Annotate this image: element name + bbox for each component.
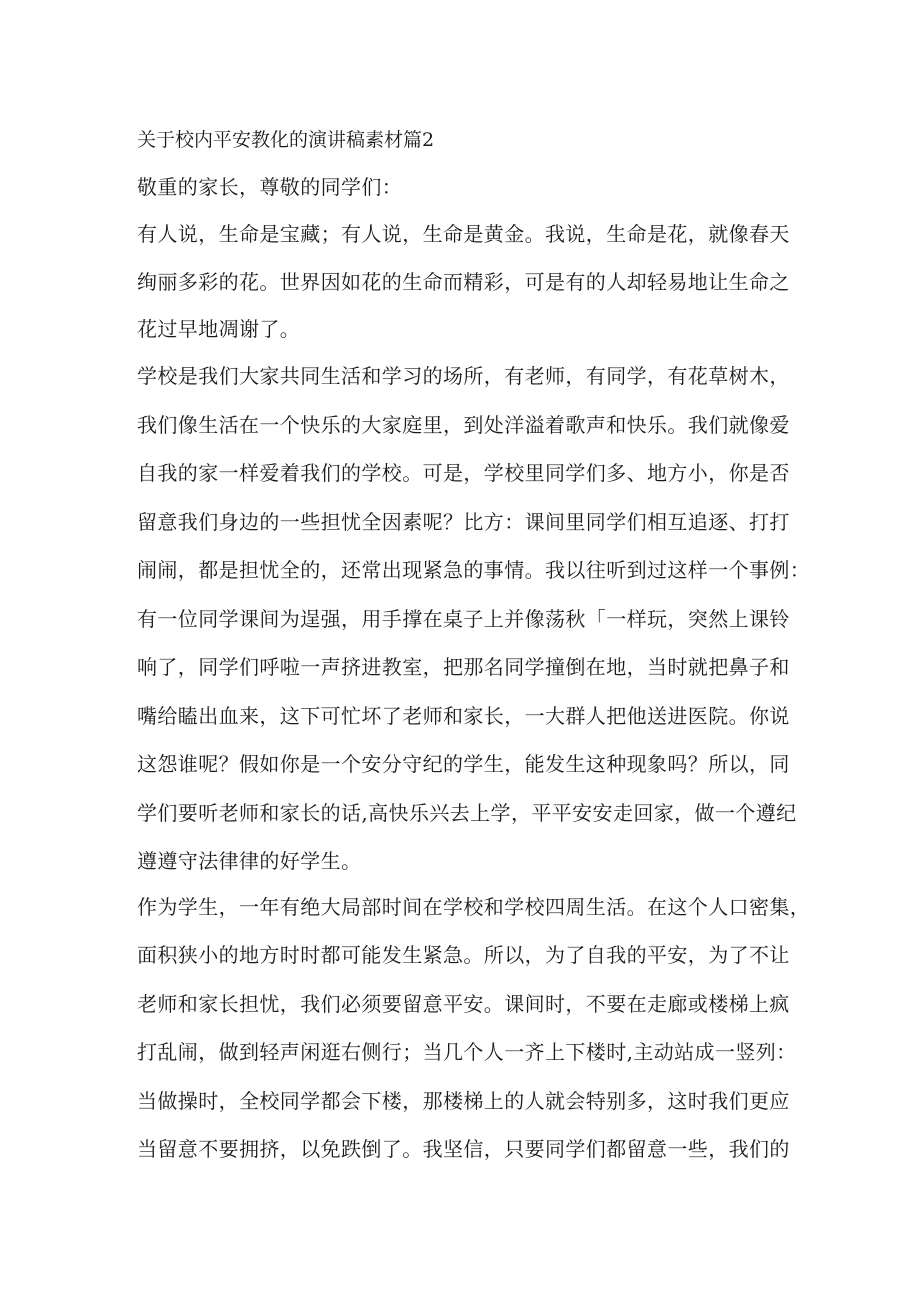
paragraph-line: 响了，同学们呼啦一声挤进教室，把那名同学撞倒在地，当时就把鼻子和: [137, 655, 790, 679]
paragraph-line: 自我的家一样爱着我们的学校。可是，学校里同学们多、地方小，你是否: [137, 461, 790, 485]
paragraph-line: 嘴给瞌出血来，这下可忙坏了老师和家长，一大群人把他送进医院。你说: [137, 704, 790, 728]
paragraph-line: 学校是我们大家共同生活和学习的场所，有老师，有同学，有花草树木，: [137, 364, 790, 388]
paragraph-line: 作为学生，一年有绝大局部时间在学校和学校四周生活。在这个人口密集，: [137, 895, 811, 919]
paragraph-line: 花过早地凋谢了。: [137, 317, 301, 341]
paragraph-line: 闹闹，都是担忧全的，还常出现紧急的事情。我以往听到过这样一个事例：: [137, 558, 811, 582]
document-title: 关于校内平安教化的演讲稿素材篇2: [137, 129, 435, 151]
paragraph-line: 有人说，生命是宝藏；有人说，生命是黄金。我说，生命是花，就像春天: [137, 222, 790, 246]
paragraph-line: 学们要听老师和家长的话,高快乐兴去上学，平平安安走回家，做一个遵纪: [137, 801, 797, 825]
paragraph-line: 打乱闹，做到轻声闲逛右侧行；当几个人一齐上下楼时,主动站成一竖列：: [137, 1040, 797, 1064]
paragraph-line: 当留意不要拥挤，以免跌倒了。我坚信，只要同学们都留意一些，我们的: [137, 1137, 790, 1161]
paragraph-line: 遵遵守法律律的好学生。: [137, 849, 362, 873]
paragraph-line: 绚丽多彩的花。世界因如花的生命而精彩，可是有的人却轻易地让生命之: [137, 270, 790, 294]
paragraph-line: 面积狭小的地方时时都可能发生紧急。所以，为了自我的平安，为了不让: [137, 943, 790, 967]
paragraph-line: 这怨谁呢？假如你是一个安分守纪的学生，能发生这种现象吗？所以，同: [137, 752, 790, 776]
paragraph-line: 当做操时，全校同学都会下楼，那楼梯上的人就会特别多，这时我们更应: [137, 1089, 790, 1113]
paragraph-line: 老师和家长担忧，我们必须要留意平安。课间时，不要在走廊或楼梯上疯: [137, 992, 790, 1016]
paragraph-line: 我们像生活在一个快乐的大家庭里，到处洋溢着歌声和快乐。我们就像爱: [137, 413, 790, 437]
paragraph-line: 有一位同学课间为逞强，用手撑在桌子上并像荡秋「一样玩，突然上课铃: [137, 607, 790, 631]
greeting: 敬重的家长，尊敬的同学们：: [137, 175, 403, 199]
paragraph-line: 留意我们身边的一些担忧全因素呢？比方：课间里同学们相互追逐、打打: [137, 510, 790, 534]
